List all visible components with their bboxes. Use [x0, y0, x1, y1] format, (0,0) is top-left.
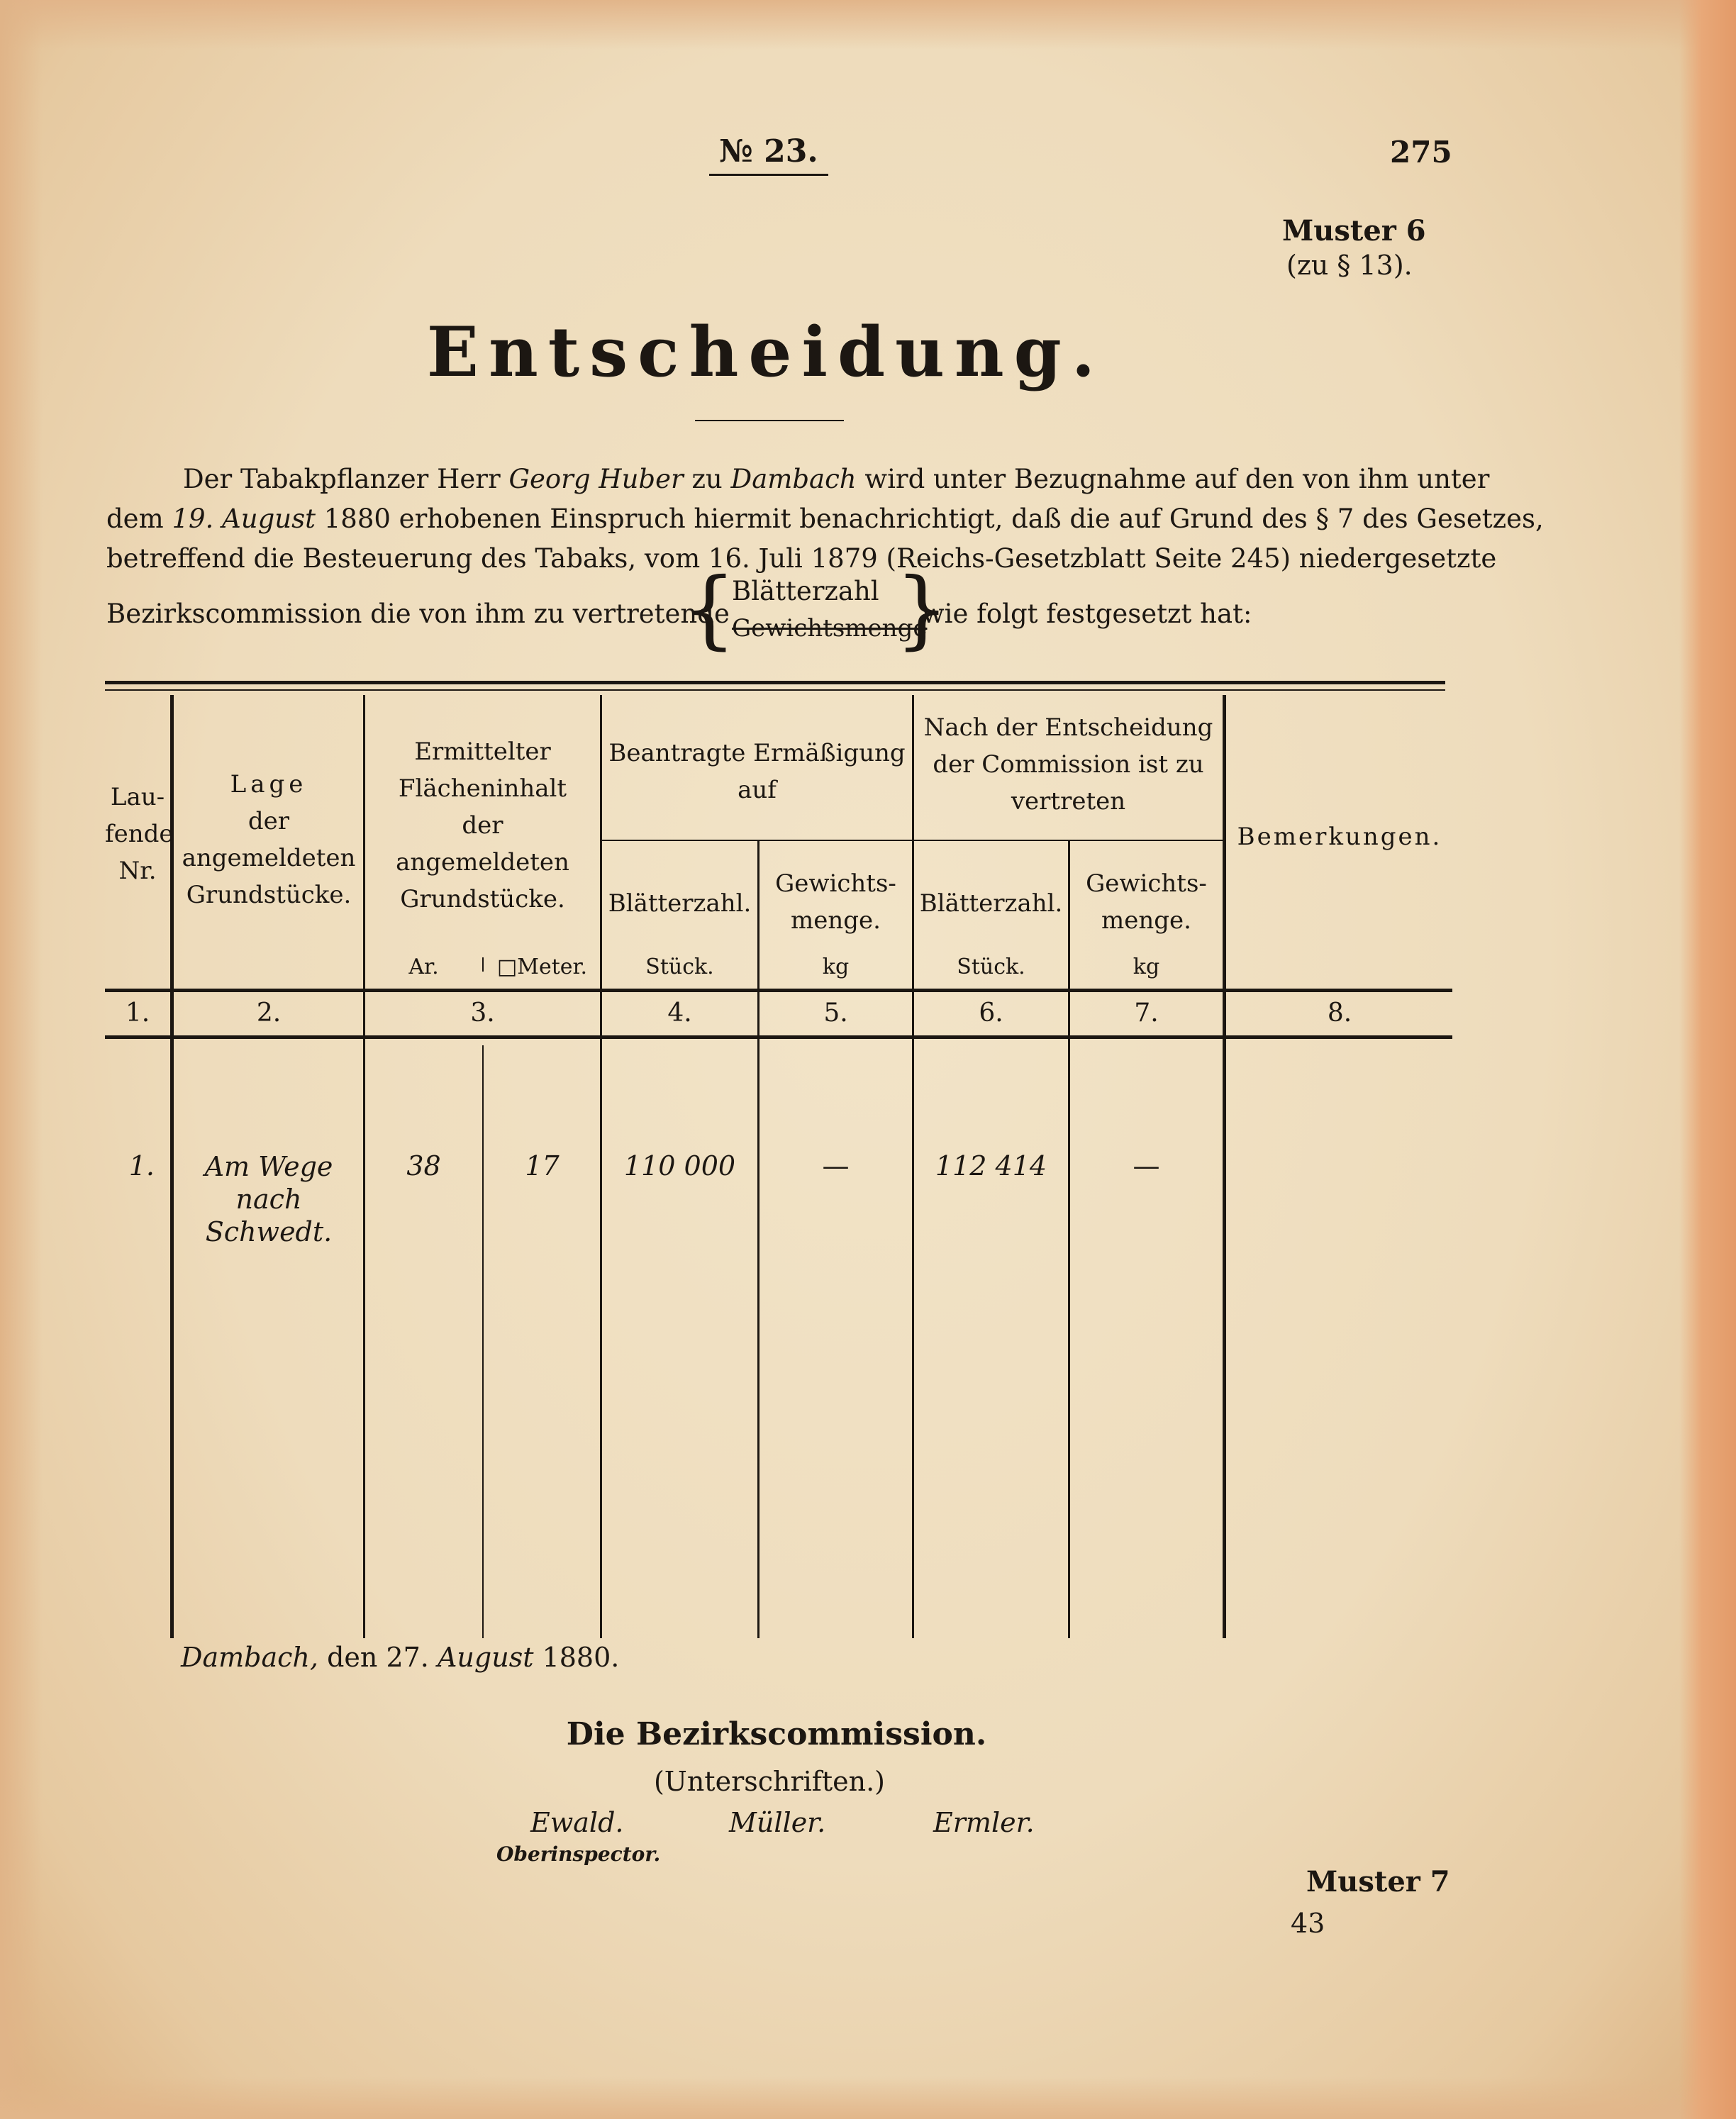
paragraph-line-4a: Bezirkscommission die von ihm zu vertretende	[106, 599, 730, 629]
paper-edge-top	[0, 0, 1736, 50]
header-text: der	[462, 811, 503, 840]
column-number-7: 7.	[1134, 999, 1159, 1028]
row-decided-weight: —	[1133, 1150, 1160, 1181]
row-decided-leaves: 112 414	[935, 1150, 1047, 1181]
brace-option-weight-struck: Gewichtsmenge	[732, 614, 928, 643]
paragraph-line-4b: wie folgt festgesetzt hat:	[922, 599, 1252, 629]
group-subheader-rule	[600, 840, 1223, 841]
objection-year: 1880	[323, 504, 391, 534]
column-number-2: 2.	[256, 999, 282, 1028]
signer-2: Müller.	[729, 1807, 826, 1838]
header-col-area	[365, 733, 600, 918]
text: zu	[691, 464, 723, 494]
row-area-sqm: 17	[525, 1150, 560, 1181]
commission-name: Die Bezirkscommission.	[566, 1716, 987, 1752]
header-text: menge.	[1101, 906, 1191, 935]
title-rule	[695, 420, 844, 421]
area-subdivider-body	[482, 1045, 484, 1638]
header-text: Nach der Entscheidung	[923, 713, 1213, 742]
header-text: Grundstücke.	[186, 881, 352, 909]
applicant-place: Dambach	[730, 464, 857, 494]
paper-edge-right	[1679, 0, 1736, 2119]
date-day: den 27.	[327, 1642, 429, 1673]
page-number: 275	[1390, 135, 1452, 169]
header-text: Ermittelter	[414, 738, 551, 766]
paragraph-line-2	[106, 504, 1544, 534]
row-requested-weight: —	[822, 1150, 850, 1181]
left-brace: {	[682, 560, 737, 659]
row-number: 1.	[128, 1150, 155, 1181]
unit-pieces-requested: Stück.	[645, 955, 714, 979]
header-group-decision	[914, 709, 1223, 820]
location-line: Am Wege nach	[204, 1151, 333, 1215]
brace-option-leaf-count: Blätterzahl	[732, 576, 879, 606]
right-brace: }	[895, 560, 950, 659]
form-label: Muster 6	[1282, 214, 1426, 248]
objection-date: 19. August	[172, 504, 316, 534]
header-text: Nr.	[118, 857, 157, 885]
header-text: angemeldeten	[182, 844, 356, 872]
header-text: auf	[738, 776, 777, 804]
unit-pieces-decided: Stück.	[957, 955, 1025, 979]
applicant-name: Georg Huber	[508, 464, 684, 494]
quantity-choice-brace	[682, 560, 950, 659]
header-bottom-rule	[105, 989, 1452, 992]
signatures-label: (Unterschriften.)	[653, 1766, 886, 1797]
header-text: Gewichts-	[1086, 869, 1207, 898]
header-text: vertreten	[1011, 787, 1126, 816]
form-reference: (zu § 13).	[1286, 250, 1413, 281]
header-col-location	[174, 766, 363, 913]
signer-1: Ewald.	[530, 1807, 624, 1838]
header-group-requested-reduction	[602, 735, 912, 808]
column-number-1: 1.	[125, 999, 150, 1028]
header-requested-weight	[760, 865, 912, 939]
header-text: der Commission ist zu	[933, 750, 1204, 779]
header-text: menge.	[791, 906, 881, 935]
header-text: Flächeninhalt	[398, 774, 567, 803]
sheet-number: 43	[1291, 1908, 1325, 1939]
area-subdivider-header	[482, 957, 484, 972]
next-form-label: Muster 7	[1306, 1865, 1450, 1898]
unit-square-meter: □Meter.	[496, 955, 588, 979]
header-text: Lau-	[110, 783, 165, 811]
header-text: Lage	[230, 770, 308, 799]
date-year: 1880.	[542, 1642, 620, 1673]
column-number-6: 6.	[979, 999, 1003, 1028]
paragraph-line-1	[183, 464, 1490, 494]
header-text: Grundstücke.	[400, 885, 565, 913]
header-requested-leaf-count: Blätterzahl.	[608, 889, 752, 918]
header-decided-weight	[1070, 865, 1223, 939]
location-line: Schwedt.	[205, 1216, 333, 1247]
signer-1-title: Oberinspector.	[496, 1842, 661, 1866]
date-place: Dambach,	[181, 1642, 318, 1673]
header-decided-leaf-count: Blätterzahl.	[919, 889, 1063, 918]
column-number-3: 3.	[470, 999, 495, 1028]
unit-ar: Ar.	[408, 955, 439, 979]
issue-number: № 23.	[709, 133, 828, 176]
header-text: angemeldeten	[396, 848, 569, 877]
text: dem	[106, 504, 164, 534]
row-requested-leaves: 110 000	[623, 1150, 736, 1181]
header-text: der	[247, 807, 290, 835]
header-col-running-number	[105, 779, 174, 889]
column-number-4: 4.	[667, 999, 692, 1028]
row-area-ar: 38	[406, 1150, 441, 1181]
place-and-date	[181, 1642, 619, 1673]
paragraph-line-3: betreffend die Besteuerung des Tabaks, vom 16. Juli 1879 (Reichs-Gesetzblatt Seite 245) niedergesetzte	[106, 543, 1497, 574]
header-text: Beantragte Ermäßigung	[608, 739, 906, 767]
text: wird unter Bezugnahme auf den von ihm unter	[864, 464, 1490, 494]
unit-kg-decided: kg	[1133, 955, 1160, 979]
text: Der Tabakpflanzer Herr	[183, 464, 501, 494]
header-text: fende	[105, 820, 174, 848]
body-top-rule	[105, 1035, 1452, 1039]
row-location	[174, 1150, 363, 1248]
column-number-8: 8.	[1327, 999, 1352, 1028]
header-col-remarks: Bemerkungen.	[1237, 823, 1442, 851]
page-title: Entscheidung.	[426, 312, 1106, 392]
header-text: Gewichts-	[775, 869, 896, 898]
unit-kg-requested: kg	[822, 955, 850, 979]
paper-edge-bottom	[0, 2076, 1736, 2119]
table-top-rule-thin	[105, 689, 1445, 691]
signer-3: Ermler.	[933, 1807, 1035, 1838]
table-top-rule	[105, 681, 1445, 684]
text: erhobenen Einspruch hiermit benachrichtigt, daß die auf Grund des § 7 des Gesetzes,	[399, 504, 1544, 534]
date-month: August	[437, 1642, 534, 1673]
column-number-5: 5.	[823, 999, 848, 1028]
